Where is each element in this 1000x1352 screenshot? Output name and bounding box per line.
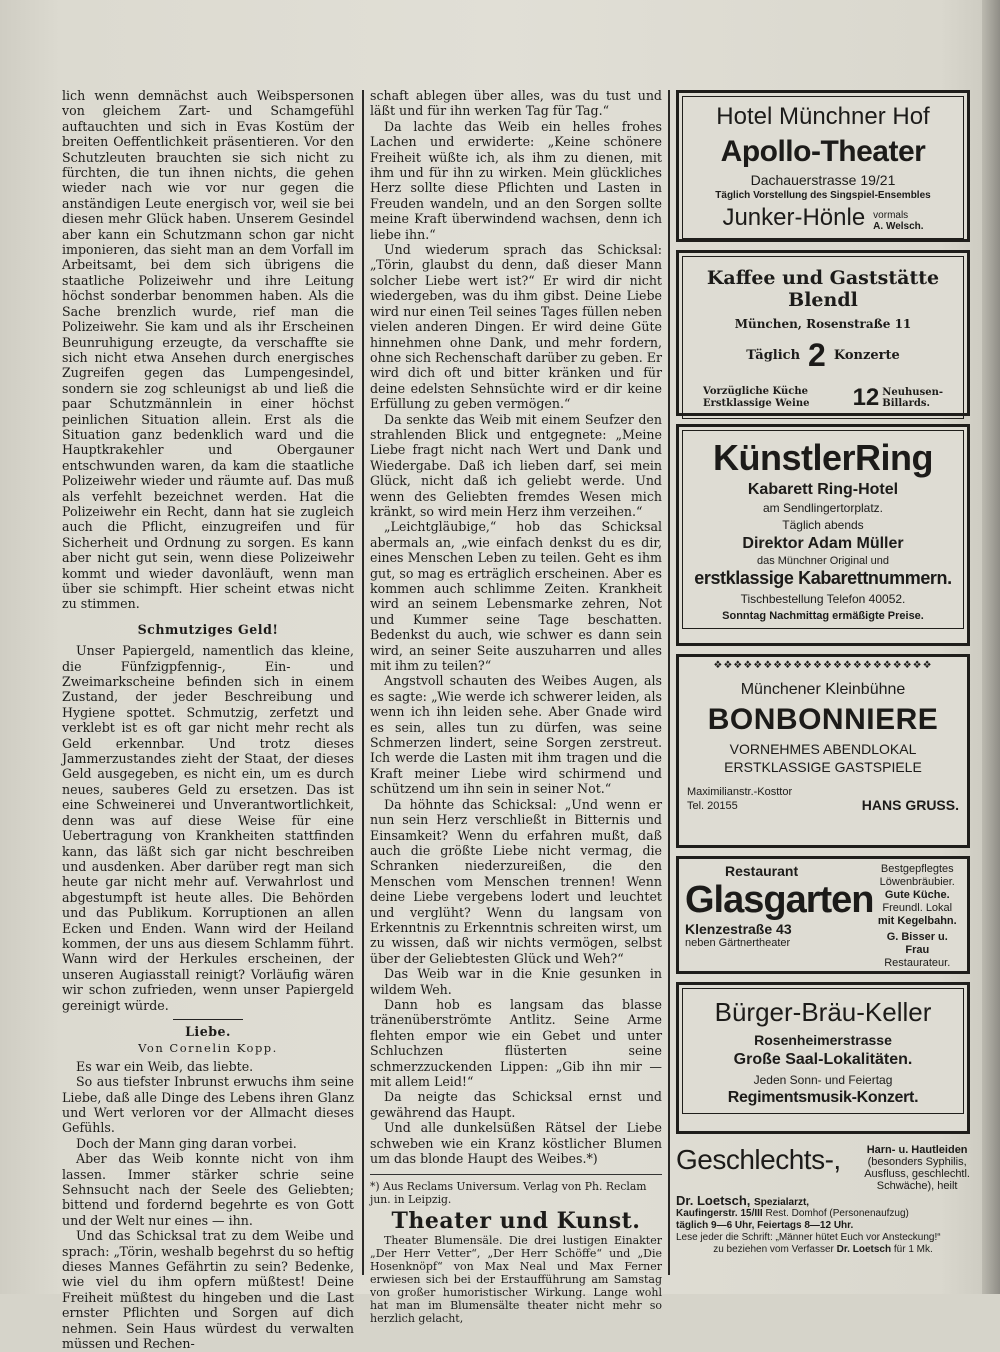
ad-proprietor: G. Bisser u. Frau: [886, 931, 948, 956]
ad-tagline: Täglich Vorstellung des Singspiel-Ensembles: [715, 190, 931, 201]
story-paragraph: Es war ein Weib, das liebte.: [76, 1058, 254, 1074]
ad-loetsch-line5: Schwäche), heilt: [876, 1180, 958, 1192]
ad-hotel-name: Hotel Münchner Hof: [716, 103, 930, 130]
ad-venue-type: VORNEHMES ABENDLOKAL: [729, 741, 917, 757]
ad-buerger-braeu-keller: [676, 982, 970, 1134]
ad-beer-line1: Bestgepflegtes: [880, 863, 954, 875]
story-paragraph: Das Weib war in die Knie gesunken in wildem Weh.: [370, 966, 662, 997]
theater-paragraph: Theater Blumensäle. Die drei lustigen Einakter „Der Herr Vetter“, „Der Herr Schöffe“ und „Die Hosenknöpf“ von Max Neal und Max Ferner erwiesen sich bei der Erstaufführung am Samstag von großer humoristischer Wirkung. Lange wohl hat man im Blumensälte theater nicht mehr so herzlich gelacht,: [370, 1233, 662, 1325]
ad-doctor-order: zu beziehen vom Verfasser: [713, 1244, 834, 1255]
ad-address: Rosenheimerstrasse: [754, 1032, 892, 1048]
ad-kuenstlerring: [676, 424, 970, 646]
ad-location: am Sendlingertorplatz.: [762, 501, 884, 515]
ad-doctor-title: Spezialarzt,: [754, 1197, 810, 1208]
story-paragraph: Da senkte das Weib mit einem Seufzer den strahlenden Blick und entgegnete: „Meine Liebe fragt nicht nach Wert und Dank und Wiedergabe. Daß ich lieben darf, sei mein Glück, nicht daß ich geliebt werde. Und wenn des Geliebten fremdes Wesen mich kränkt, so wird mein Herz ihm verzeihen.“: [370, 411, 662, 519]
article-paragraph: Unser Papiergeld, namentlich das kleine, die Fünfzigpfennig-, Ein- und Zweimarkscheine befinden sich in einem Zustand, der jeder Beschreibung und Hygiene spottet. Schmutzig, zerfetzt und verklebt ist es oft gar nicht mehr recht als Geld erkennbar. Und trotz dieses Jammerzustandes zieht der Staat, der dieses Geld ausgegeben, es nicht ein, um es durch neues, sauberes Geld zu ersetzen. Das ist eine Schweinerei und Unverantwortlichkeit, denn was auf diese Weise für eine Uebertragung von Krankheiten stattfinden kann, das läßt sich gar nicht beschreiben und ausdenken. Aber darüber regt man sich heute gar nicht mehr auf. Verwahrlost und abgestumpft ist heute alles. Die Behörden und das Publikum. Korruptionen an allen Ecken und Enden. Wann wird der Heiland kommen, der uns aus diesem Schlamm führt. Wann wird der Herkules erscheinen, der unseren Augiasstall reinigt? Vorläufig wären wir schon zufrieden, wenn unser Papiergeld gereinigt würde.: [62, 643, 354, 1013]
ad-loetsch-line4: Ausfluss, geschlechtl.: [864, 1168, 970, 1180]
story-paragraph: schaft ablegen über alles, was du tust und läßt und für ihn werken Tag für Tag.“: [370, 88, 662, 119]
ad-keller-name: Bürger-Bräu-Keller: [714, 997, 932, 1027]
ad-concert-count: 2: [808, 337, 826, 373]
ad-ensemble-name: Junker-Hönle: [722, 204, 866, 231]
ad-address: München, Rosenstraße 11: [734, 317, 912, 331]
story-paragraph: Aber das Weib konnte nicht von ihm lassen. Immer stärker schrie seine Sehnsucht nach der Seele des Geliebten; bittend und fordernd begehrte es von Gott und der Welt nur eines — ihn.: [62, 1151, 354, 1228]
ad-bowling: mit Kegelbahn.: [877, 915, 957, 927]
story-paragraph: Da neigte das Schicksal ernst und gewährend das Haupt.: [370, 1089, 662, 1120]
ad-billiards-count: 12: [852, 384, 880, 411]
ad-doctor-brochure: Lese jeder die Schrift: „Männer hütet Euch vor Ansteckung!“: [676, 1232, 941, 1243]
story-byline: Von Cornelin Kopp.: [138, 1041, 278, 1056]
story-paragraph: Dann hob es langsam das blasse tränenüberströmte Antlitz. Seine Arme flehten empor wie ein Gebet und unter Schluchzen flüsterten seine schmerzzuckenden Lippen: „Gib ihn mir — mit allem Leid!“: [370, 996, 662, 1089]
ad-kitchen: Gute Küche.: [884, 889, 950, 901]
ad-restaurateur: Restaurateur.: [884, 957, 951, 969]
ad-schedule: Jeden Sonn- und Feiertag: [753, 1073, 893, 1087]
ad-kaffee-blendl: [676, 250, 970, 416]
text-column-2: [370, 88, 662, 1325]
ad-former-owner: A. Welsch.: [873, 221, 924, 232]
story-paragraph: Und alle dunkelsüßen Rätsel der Liebe schweben wie ein Kranz köstlicher Blumen um das blonde Haupt des Weibes.*): [370, 1120, 662, 1167]
ad-cabaret-acts: erstklassige Kabarettnummern.: [694, 568, 952, 588]
ad-stage-name: Münchener Kleinbühne: [740, 681, 906, 698]
section-heading-theater: Theater und Kunst.: [391, 1208, 641, 1235]
story-paragraph: „Leichtgläubige,“ hob das Schicksal abermals an, „wie einfach denkst du es dir, eines Menschen Leben zu teilen. Geht es ihm gut, so mag es erträglich erscheinen. Aber es kommen auch schlimme Zeiten. Krankheit wird an seinem Lebensmarke zehren, Not und Kummer seine Tage beschatten. Bedenkst du auch, wie schwer es dann sein wird, an seiner Seite auszuharren und alles mit ihm zu teilen?“: [370, 519, 662, 674]
ad-dr-loetsch: [676, 1142, 970, 1258]
ad-cabaret-subtitle: Kabarett Ring-Hotel: [747, 481, 899, 498]
ad-location-note: neben Gärtnertheater: [685, 937, 791, 949]
ad-phone: Tel. 20155: [687, 800, 738, 812]
ad-loetsch-line3: (besonders Syphilis,: [867, 1156, 967, 1168]
ad-billiards-word2: Billards.: [882, 398, 930, 409]
ad-daily-label: Täglich: [746, 348, 801, 363]
ad-address: Maximilianstr.-Kosttor: [687, 786, 793, 798]
ad-glasgarten-title: Glasgarten: [685, 879, 874, 921]
ad-doctor-hours: täglich 9—6 Uhr, Feiertags 8—12 Uhr.: [676, 1220, 854, 1231]
ad-schedule: Täglich abends: [782, 518, 864, 532]
column-rule: [362, 90, 364, 1275]
story-paragraph: Und das Schicksal trat zu dem Weibe und sprach: „Törin, weshalb begehrst du so heftig dieses Mannes Gefährtin zu sein? Bedenke, wie viel du ihm opfern müßtest! Deine Freiheit müßtest du hingeben und die Last ernster Pflichten und Sorgen auf dich nehmen. Sein Haus würdest du verwalten müssen und Rechen-: [62, 1228, 354, 1352]
ad-sunday-note: Sonntag Nachmittag ermäßigte Preise.: [722, 610, 924, 622]
ad-kitchen: Vorzügliche Küche: [703, 386, 808, 397]
ad-concerts-label: Konzerte: [833, 348, 900, 363]
ad-friendly: Freundl. Lokal: [882, 902, 953, 914]
advertisement-column: [676, 90, 970, 1258]
ad-apollo-theater: [676, 90, 970, 242]
article-heading-schmutziges-geld: Schmutziges Geld!: [137, 621, 279, 637]
ad-beer-line2: Löwenbräubier.: [879, 876, 955, 888]
story-paragraph: Da höhnte das Schicksal: „Und wenn er nun sein Herz verschließt in Bitternis und Einsamkeit? Wenn du erfahren mußt, daß auch die größte Liebe nicht vermag, die Schranken niederzureißen, die den Menschen vom Menschen trennen! Wenn deine Liebe vergebens lodert und leuchtet und verglüht? Wenn du langsam von Erkenntnis zu Erkenntnis schreiten wirst, um zu wissen, daß wir nichts vermögen, selbst über der Geliebtesten Glück und Weh?“: [370, 796, 662, 966]
ad-director: Direktor Adam Müller: [742, 535, 904, 552]
text-column-1: [62, 88, 354, 1352]
article-paragraph: lich wenn demnächst auch Weibspersonen von gleichem Zart- und Schamgefühl auftauchten und sich in Evas Kostüm der breiten Oeffentlichkeit präsentieren. Vor den Schutzleuten brauchten sie sich nicht zu fürchten, die tun ihnen nichts, die gehen wieder nach wie vor nur gegen die anständigen Leute energisch vor, weil sie bei diesen mehr Glück haben. Unserem Gesindel aber kann ein Schutzmann schon gar nicht imponieren, das sieht man an dem Vorfall im Arbeitsamt, bei dem sich übrigens die staatliche Polizeiwehr und ihre Leitung höchst sonderbar benommen haben. Als die Sache brenzlich wurde, rief man die Polizeiwehr. Sie kam und als ihr Erscheinen Beunruhigung erzeugte, da verschaffte sie sich nicht etwa Ansehen durch energisches Zugreifen gegen das Lumpengesindel, sondern sie zog schleunigst ab und ließ die paar Schutzmännlein in einer höchst peinlichen Situation allein. Erst als die Situation ganz bedenklich ward und die Hauptkrakehler und Obergauner entschwunden waren, da kam die staatliche Polizeiwehr wieder und räumte auf. Das muß als verfehlt bezeichnet werden. Hat die Polizeiwehr ein Recht, dann hat sie zugleich auch die Pflicht, einzugreifen und für Sicherheit und Ordnung zu sorgen. Es kann aber nicht gut sein, wenn diese Polizeiwehr kommt und wieder davonläuft, wenn man über sie schimpft. Hier scheint etwas nicht zu stimmen.: [62, 88, 354, 612]
ornament-border-top: ❖❖❖❖❖❖❖❖❖❖❖❖❖❖❖❖❖❖❖❖❖❖: [713, 660, 933, 671]
column-rule: [668, 90, 670, 1275]
ad-doctor-location: Rest. Domhof (Personenaufzug): [765, 1208, 909, 1219]
ad-cabaret-name: KünstlerRing: [712, 437, 933, 478]
footnote: *) Aus Reclams Universum. Verlag von Ph. Reclam jun. in Leipzig.: [370, 1174, 662, 1206]
ad-guest-shows: ERSTKLASSIGE GASTSPIELE: [724, 759, 922, 775]
ad-concert: Regimentsmusik-Konzert.: [727, 1089, 919, 1106]
ad-doctor-price: für 1 Mk.: [893, 1244, 933, 1255]
ad-billiards-word1: Neuhusen-: [882, 387, 943, 398]
divider: [173, 1019, 243, 1020]
story-paragraph: Und wiederum sprach das Schicksal: „Törin, glaubst du denn, daß dieser Mann solcher Liebe wert ist?“ Er wird dir nicht wiedergeben, was du ihm gibst. Deine Liebe wird nur einen Teil seines Tages füllen neben vielen anderen Dingen. Er wird deine Güte hinnehmen ohne Dank, und mehr fordern, ohne sich Rechenschaft darüber zu geben. Er wird dich oft und bitter kränken und für deine edelsten Sehnsüchte wird er dir keine Erfüllung zu geben vermögen.“: [370, 242, 662, 412]
story-paragraph: So aus tiefster Inbrunst erwuchs ihm seine Liebe, daß alle Dinge des Lebens ihren Glanz und Wert verloren vor der Allmacht dieses Gefühls.: [62, 1074, 354, 1136]
story-paragraph: Da lachte das Weib ein helles frohes Lachen und erwiderte: „Keine schönere Freiheit wüßte ich, als ihm zu dienen, mit ihm und für ihn zu wirken. Mein glückliches Herz sollte diese Pflichten und Lasten in Freuden wandeln, und an den Sorgen sollte meine Kraft überwindend wachsen, denn ich liebe ihn.“: [370, 118, 662, 242]
ad-vormals: vormals: [873, 210, 909, 221]
ad-glasgarten: [676, 856, 970, 974]
story-paragraph: Angstvoll schauten des Weibes Augen, als es sagte: „Wie werde ich schwerer leiden, als wenn ich ihn leiden sehe. Aber Gnade wird es sein, alles tun zu dürfen, was seine Schmerzen lindert, seine Sorgen zerstreut. Ich werde die Lasten mit ihm tragen und die Kraft meiner Liebe wird schirmend und schützend um ihn sein in seiner Not.“: [370, 673, 662, 797]
ad-loetsch-ailments: Harn- u. Hautleiden: [866, 1144, 968, 1156]
ad-doctor-address: Kaufingerstr. 15/III: [676, 1208, 763, 1219]
ad-address: Dachauerstrasse 19/21: [750, 172, 896, 188]
ad-restaurant-label: Restaurant: [725, 863, 799, 879]
ad-bonbonniere-title: BONBONNIERE: [707, 703, 939, 736]
page-edge-shadow: [982, 0, 1000, 1294]
ad-address: Klenzestraße 43: [685, 921, 792, 937]
story-heading-liebe: Liebe.: [185, 1023, 231, 1039]
ad-owner: HANS GRUSS.: [861, 797, 959, 813]
ad-phone: Tischbestellung Telefon 40052.: [740, 592, 906, 606]
ad-doctor-name: Dr. Loetsch,: [676, 1193, 751, 1208]
ad-wines: Erstklassige Weine: [703, 398, 810, 409]
ad-bonbonniere: [676, 654, 970, 848]
ad-halls: Große Saal-Lokalitäten.: [733, 1051, 913, 1068]
ad-cafe-name: Kaffee und Gaststätte Blendl: [706, 267, 940, 311]
ad-original: das Münchner Original und: [756, 555, 890, 567]
ad-doctor-author: Dr. Loetsch: [836, 1244, 892, 1255]
ad-theater-name: Apollo-Theater: [720, 135, 926, 168]
ad-loetsch-title: Geschlechts-,: [676, 1144, 841, 1175]
story-paragraph: Doch der Mann ging daran vorbei.: [76, 1135, 297, 1151]
